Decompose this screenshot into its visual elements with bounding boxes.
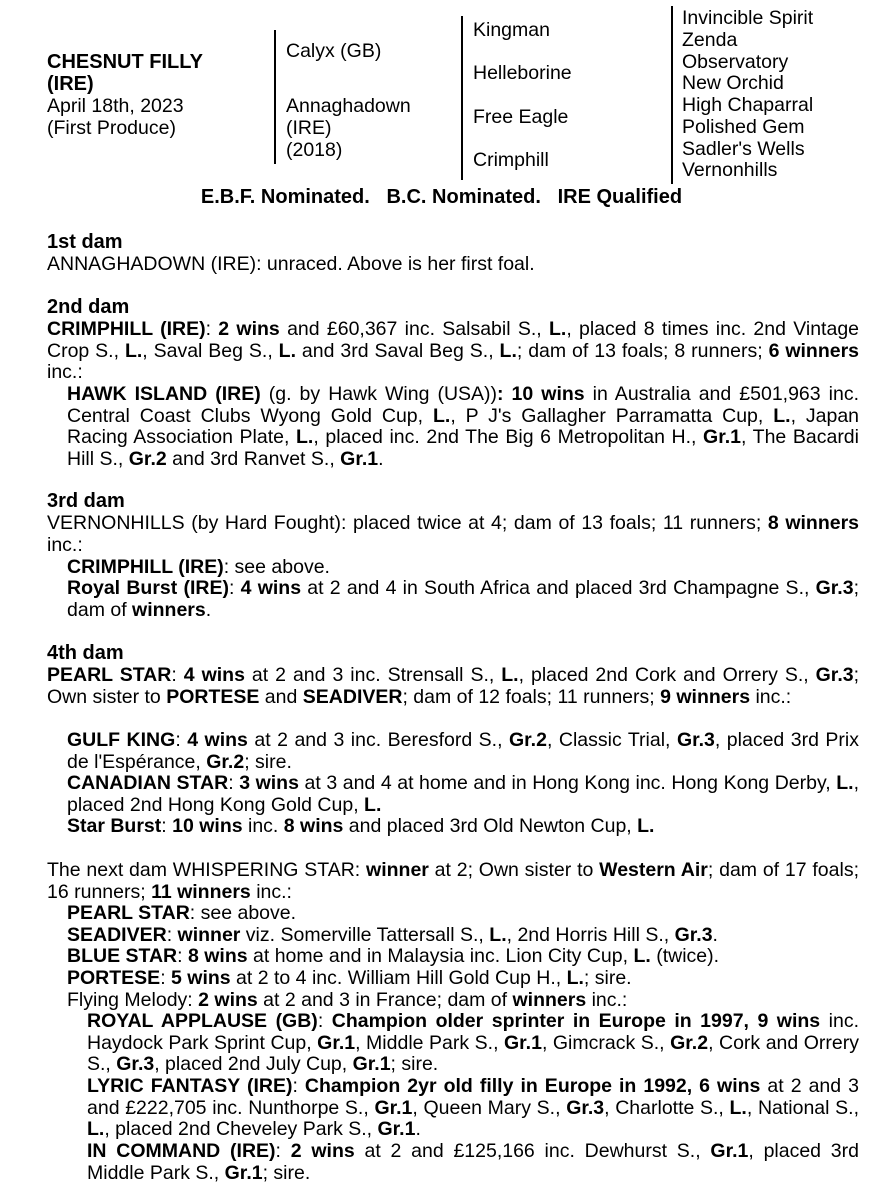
body-text: , Queen Mary S.,	[412, 1096, 567, 1119]
body-text: and	[259, 685, 303, 708]
body-text: , placed 8 times inc. 2nd Vintage Crop S.,	[47, 318, 860, 362]
body-text: Flying Melody:	[67, 989, 199, 1011]
first-dam-text: ANNAGHADOWN (IRE): unraced. Above is her first foal.	[47, 253, 535, 275]
body-text: inc.:	[47, 533, 83, 556]
body-text: ; dam of	[67, 577, 859, 621]
body-text: , placed 3rd Middle Park S.,	[87, 1140, 859, 1184]
bold-text: Gr.3	[676, 729, 715, 751]
nominations-line: E.B.F. Nominated. B.C. Nominated. IRE Qualified	[200, 186, 683, 208]
bold-text: 3 wins	[239, 772, 299, 794]
third-dam-heading: 3rd dam	[47, 490, 125, 512]
great-grandparent-8: Vernonhills	[682, 159, 778, 181]
body-text: inc.:	[250, 880, 292, 903]
body-text: inc.	[242, 815, 284, 837]
bold-text: Gr.1	[224, 1161, 263, 1184]
bold-text: SEADIVER	[67, 924, 167, 946]
bold-text: BLUE STAR	[67, 945, 178, 967]
bold-text: PORTESE	[166, 685, 260, 708]
great-grandparent-6: Polished Gem	[682, 116, 805, 138]
body-text: : see above.	[223, 556, 330, 578]
bold-text: LYRIC FANTASY (IRE)	[87, 1075, 293, 1097]
entry-seadiver	[67, 925, 859, 947]
grandparent-3: Free Eagle	[473, 106, 569, 128]
bold-text: 5 wins	[171, 967, 231, 989]
body-text: and £60,367 inc. Salsabil S.,	[279, 318, 549, 340]
body-text: (g. by Hawk Wing (USA))	[260, 383, 498, 405]
entry-star-burst	[67, 816, 859, 838]
bold-text: L.	[633, 945, 651, 967]
body-text: :	[292, 1075, 305, 1097]
bold-text: Champion 2yr old filly in Europe in 1992, 6 wins	[304, 1075, 761, 1097]
body-text: at home and in Malaysia inc. Lion City Cup,	[247, 945, 634, 967]
bold-text: Gr.1	[317, 1031, 356, 1054]
body-text: viz. Somerville Tattersall S.,	[240, 924, 490, 946]
bold-text: 4 wins	[240, 577, 302, 599]
bold-text: SEADIVER	[302, 685, 403, 708]
bold-text: IN COMMAND (IRE)	[87, 1140, 276, 1162]
bold-text: Gr.1	[710, 1140, 749, 1162]
bold-text: CRIMPHILL (IRE)	[67, 556, 224, 578]
body-text: and 3rd Saval Beg S.,	[296, 339, 500, 362]
body-text: :	[175, 729, 188, 751]
bold-text: winners	[132, 598, 206, 621]
body-text: :	[171, 664, 184, 686]
dam-year: (2018)	[286, 139, 343, 161]
body-text: inc.:	[47, 361, 83, 383]
body-text: , Saval Beg S.,	[142, 339, 279, 362]
body-text: , Classic Trial,	[546, 729, 677, 751]
body-text: :	[228, 772, 240, 794]
pedigree-divider-2	[461, 16, 463, 180]
bold-text: Champion older sprinter in Europe in 1997, 9 wins	[331, 1010, 821, 1032]
body-text: ; sire.	[583, 967, 632, 989]
bold-text: L.	[637, 815, 655, 837]
bold-text: L.	[566, 967, 584, 989]
body-text: :	[205, 318, 219, 340]
entry-royal-burst	[67, 578, 859, 621]
body-text: , placed 3rd Prix de l'Espérance,	[67, 729, 859, 773]
bold-text: L.	[729, 1096, 747, 1119]
body-text: .	[378, 447, 384, 470]
body-text: :	[317, 1010, 332, 1032]
great-grandparent-7: Sadler's Wells	[682, 138, 805, 160]
bold-text: L.	[87, 1118, 105, 1140]
body-text: at 2 to 4 inc. William Hill Gold Cup H.,	[230, 967, 567, 989]
bold-text: L.	[364, 793, 382, 816]
body-text: , placed 2nd Cork and Orrery S.,	[518, 664, 816, 686]
second-dam-heading: 2nd dam	[47, 296, 130, 318]
horse-country: (IRE)	[47, 73, 94, 95]
body-text: :	[177, 945, 188, 967]
bold-text: PEARL STAR	[67, 902, 190, 924]
bold-text: L.	[296, 426, 314, 448]
entry-pearl-star-ref	[67, 903, 859, 925]
horse-name: CHESNUT FILLY	[47, 51, 203, 73]
bold-text: : 10 wins	[497, 383, 585, 405]
bold-text: 8 wins	[187, 945, 248, 967]
bold-text: 2 wins	[218, 318, 280, 340]
bold-text: Gr.2	[509, 729, 547, 751]
entry-crimphill	[47, 319, 859, 384]
entry-gulf-king	[67, 730, 859, 773]
entry-hawk-island	[67, 384, 859, 470]
body-text: , placed 2nd Cheveley Park S.,	[104, 1118, 378, 1140]
first-dam-heading: 1st dam	[47, 231, 123, 253]
bold-text: L.	[278, 339, 297, 362]
pedigree-divider-1	[274, 30, 276, 164]
body-text: at 2 and 3 in France; dam of	[257, 989, 513, 1011]
entry-portese	[67, 968, 859, 990]
dam-country: (IRE)	[286, 117, 332, 139]
great-grandparent-3: Observatory	[682, 51, 789, 73]
grandparent-1: Kingman	[473, 19, 550, 41]
entry-flying-melody	[67, 990, 859, 1012]
bold-text: L.	[501, 664, 519, 686]
entry-lyric-fantasy	[87, 1076, 859, 1141]
bold-text: PORTESE	[67, 967, 161, 989]
bold-text: Gr.1	[340, 447, 379, 470]
bold-text: 11 winners	[151, 880, 251, 903]
great-grandparent-2: Zenda	[682, 29, 738, 51]
body-text: .	[712, 924, 718, 946]
great-grandparent-5: High Chaparral	[682, 94, 814, 116]
body-text: VERNONHILLS (by Hard Fought): placed twice at 4; dam of 13 foals; 11 runners;	[47, 512, 768, 534]
body-text: inc. Haydock Park Sprint Cup,	[87, 1010, 860, 1054]
pedigree-divider-3	[671, 6, 673, 184]
bold-text: 4 wins	[187, 729, 248, 751]
bold-text: Gr.1	[352, 1053, 391, 1075]
body-text: .	[205, 598, 212, 621]
bold-text: Gr.3	[815, 664, 854, 686]
bold-text: Star Burst	[67, 815, 162, 837]
fourth-dam-heading: 4th dam	[47, 642, 124, 664]
bold-text: Gr.2	[670, 1031, 709, 1054]
bold-text: 10 wins	[172, 815, 243, 837]
body-text: :	[161, 815, 173, 837]
bold-text: winner	[177, 924, 241, 946]
body-text: : see above.	[189, 902, 297, 924]
bold-text: L.	[432, 404, 451, 427]
entry-blue-star	[67, 946, 859, 968]
bold-text: 2 wins	[290, 1140, 355, 1162]
bold-text: winners	[512, 989, 587, 1011]
bold-text: L.	[836, 772, 854, 794]
sire-name: Calyx (GB)	[286, 40, 382, 62]
body-text: ; dam of 12 foals; 11 runners;	[402, 685, 661, 708]
body-text: (twice).	[650, 945, 720, 967]
entry-vernonhills	[47, 513, 859, 556]
body-text: , placed 2nd Hong Kong Gold Cup,	[67, 772, 860, 816]
body-text: , placed inc. 2nd The Big 6 Metropolitan H.,	[313, 426, 704, 448]
body-text: in Australia and £501,963 inc. Central Coast Clubs Wyong Gold Cup,	[67, 383, 859, 427]
bold-text: L.	[489, 924, 507, 946]
great-grandparent-1: Invincible Spirit	[682, 7, 814, 29]
body-text: , Charlotte S.,	[604, 1096, 730, 1119]
bold-text: HAWK ISLAND (IRE)	[67, 383, 261, 405]
bold-text: Gr.2	[206, 750, 245, 773]
bold-text: L.	[124, 339, 143, 362]
dam-name: Annaghadown	[286, 95, 411, 117]
bold-text: PEARL STAR	[47, 664, 172, 686]
body-text: :	[160, 967, 172, 989]
body-text: at 3 and 4 at home and in Hong Kong inc. Hong Kong Derby,	[298, 772, 837, 794]
bold-text: L.	[548, 318, 567, 340]
body-text: ; dam of 17 foals; 16 runners;	[47, 859, 859, 903]
entry-whispering-star	[47, 860, 859, 903]
entry-royal-applause	[87, 1011, 859, 1076]
bold-text: 8 winners	[767, 512, 860, 534]
entry-crimphill-ref	[67, 557, 859, 579]
body-text: ; dam of 13 foals; 8 runners;	[516, 339, 769, 362]
body-text: :	[166, 924, 178, 946]
great-grandparent-4: New Orchid	[682, 72, 784, 94]
bold-text: Gr.3	[566, 1096, 605, 1119]
body-text: at 2; Own sister to	[428, 859, 600, 881]
bold-text: 4 wins	[183, 664, 245, 686]
body-text: at 2 and 3 and £222,705 inc. Nunthorpe S.,	[87, 1075, 859, 1119]
body-text: .	[415, 1118, 421, 1140]
body-text: , 2nd Horris Hill S.,	[506, 924, 675, 946]
bold-text: 8 wins	[283, 815, 344, 837]
bold-text: 9 winners	[660, 685, 751, 708]
produce-note: (First Produce)	[47, 117, 176, 139]
bold-text: ROYAL APPLAUSE (GB)	[87, 1010, 318, 1032]
bold-text: Gr.2	[128, 447, 167, 470]
body-text: , placed 2nd July Cup,	[154, 1053, 353, 1075]
body-text: inc.:	[586, 989, 628, 1011]
body-text: inc.:	[750, 685, 792, 708]
body-text: ; sire.	[244, 750, 292, 773]
bold-text: CANADIAN STAR	[67, 772, 229, 794]
foaled-date: April 18th, 2023	[47, 95, 184, 117]
bold-text: Gr.3	[116, 1053, 155, 1075]
body-text: The next dam WHISPERING STAR:	[47, 859, 367, 881]
bold-text: winner	[366, 859, 429, 881]
body-text: :	[228, 577, 241, 599]
body-text: , Japan Racing Association Plate,	[67, 404, 860, 448]
body-text: at 2 and £125,166 inc. Dewhurst S.,	[354, 1140, 711, 1162]
bold-text: Royal Burst (IRE)	[67, 577, 229, 599]
body-text: :	[275, 1140, 291, 1162]
bold-text: L.	[773, 404, 791, 427]
bold-text: 6 winners	[768, 339, 860, 362]
bold-text: Gr.3	[674, 924, 713, 946]
body-text: , P J's Gallagher Parramatta Cup,	[450, 404, 774, 427]
entry-canadian-star	[67, 773, 859, 816]
entry-pearl-star	[47, 665, 859, 708]
body-text: ; sire.	[390, 1053, 439, 1075]
body-text: at 2 and 4 in South Africa and placed 3rd Champagne S.,	[301, 577, 816, 599]
grandparent-2: Helleborine	[473, 62, 572, 84]
bold-text: 2 wins	[198, 989, 258, 1011]
entry-in-command	[87, 1141, 859, 1184]
bold-text: L.	[499, 339, 517, 362]
body-text: ; Own sister to	[47, 664, 860, 708]
bold-text: CRIMPHILL (IRE)	[47, 318, 206, 340]
bold-text: Gr.3	[815, 577, 854, 599]
body-text: and 3rd Ranvet S.,	[166, 447, 341, 470]
body-text: ; sire.	[262, 1161, 311, 1184]
body-text: , Middle Park S.,	[355, 1031, 504, 1054]
body-text: and placed 3rd Old Newton Cup,	[343, 815, 638, 837]
body-text: at 2 and 3 inc. Beresford S.,	[247, 729, 509, 751]
body-text: , Cork and Orrery S.,	[87, 1031, 859, 1075]
bold-text: Gr.1	[504, 1031, 542, 1054]
bold-text: Gr.1	[703, 426, 741, 448]
bold-text: Gr.1	[377, 1118, 416, 1140]
bold-text: GULF KING	[67, 729, 176, 751]
bold-text: Western Air	[599, 859, 708, 881]
body-text: at 2 and 3 inc. Strensall S.,	[244, 664, 502, 686]
body-text: , Gimcrack S.,	[541, 1031, 671, 1054]
bold-text: Gr.1	[374, 1096, 413, 1119]
body-text: , National S.,	[746, 1096, 859, 1119]
body-text: , The Bacardi Hill S.,	[67, 426, 859, 470]
grandparent-4: Crimphill	[473, 149, 549, 171]
